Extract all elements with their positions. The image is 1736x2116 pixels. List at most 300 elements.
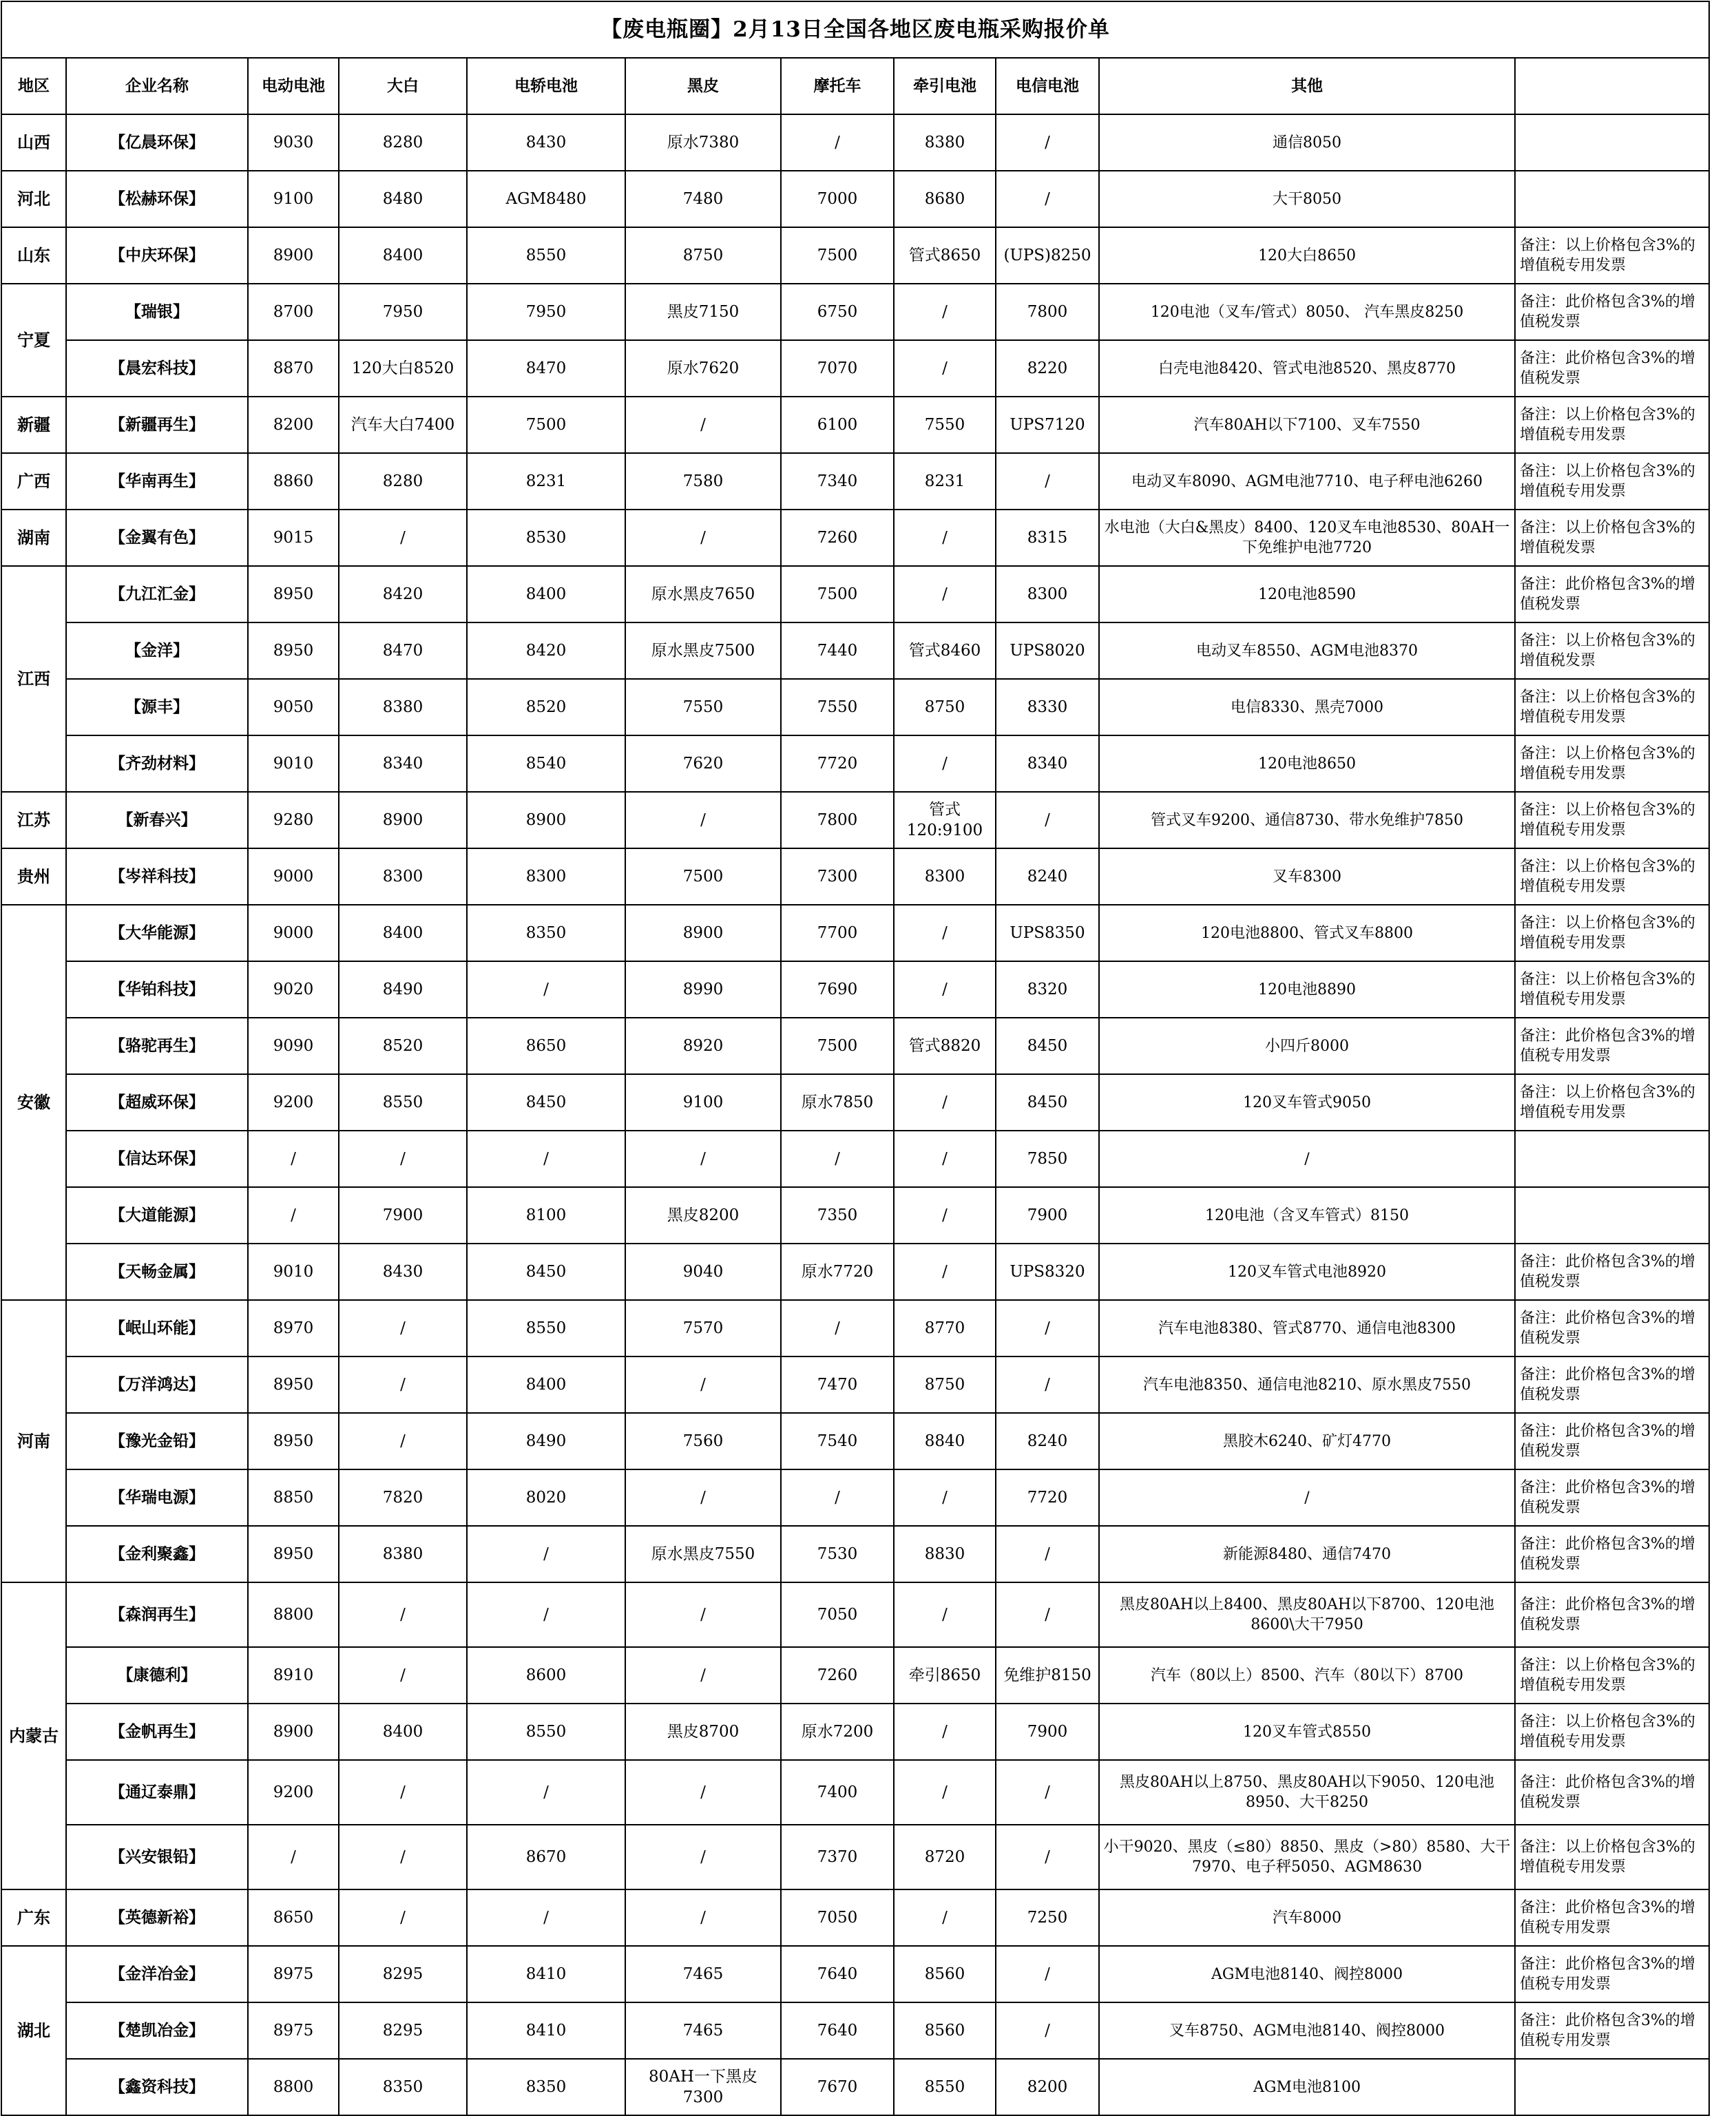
dabai-price-cell: 7820 xyxy=(339,1469,467,1526)
region-cell: 河北 xyxy=(1,171,66,227)
ecar-price-cell: 8900 xyxy=(467,792,625,848)
company-name-cell: 【瑞银】 xyxy=(66,284,248,340)
note-cell: 备注：以上价格包含3%的增值税专用发票 xyxy=(1515,792,1709,848)
dabai-price-cell: 8550 xyxy=(339,1074,467,1131)
moto-price-cell: / xyxy=(781,1131,894,1187)
telecom-price-cell: / xyxy=(996,792,1099,848)
telecom-price-cell: 8220 xyxy=(996,340,1099,397)
dabai-price-cell: 8280 xyxy=(339,114,467,171)
other-cell: 通信8050 xyxy=(1099,114,1515,171)
ev-price-cell: 9000 xyxy=(248,905,339,961)
column-header: 电轿电池 xyxy=(467,58,625,114)
ecar-price-cell: 7950 xyxy=(467,284,625,340)
moto-price-cell: 7260 xyxy=(781,1647,894,1704)
ecar-price-cell: / xyxy=(467,1760,625,1825)
moto-price-cell: 7050 xyxy=(781,1582,894,1647)
ecar-price-cell: 7500 xyxy=(467,397,625,453)
moto-price-cell: 7640 xyxy=(781,2002,894,2059)
traction-price-cell: / xyxy=(894,1131,996,1187)
note-cell: 备注：以上价格包含3%的增值税专用发票 xyxy=(1515,1074,1709,1131)
traction-price-cell: / xyxy=(894,1469,996,1526)
note-cell: 备注：以上价格包含3%的增值税专用发票 xyxy=(1515,397,1709,453)
moto-price-cell: 7640 xyxy=(781,1946,894,2002)
table-row xyxy=(1,1946,1709,2002)
note-cell: 备注：此价格包含3%的增值税发票 xyxy=(1515,1300,1709,1356)
company-name-cell: 【齐劲材料】 xyxy=(66,735,248,792)
other-cell: 汽车（80以上）8500、汽车（80以下）8700 xyxy=(1099,1647,1515,1704)
heipi-price-cell: 80AH一下黑皮7300 xyxy=(625,2059,781,2115)
traction-price-cell: / xyxy=(894,340,996,397)
traction-price-cell: 8770 xyxy=(894,1300,996,1356)
heipi-price-cell: / xyxy=(625,1131,781,1187)
other-cell: 电信8330、黑壳7000 xyxy=(1099,679,1515,735)
other-cell: / xyxy=(1099,1131,1515,1187)
traction-price-cell: 8720 xyxy=(894,1825,996,1889)
dabai-price-cell: 汽车大白7400 xyxy=(339,397,467,453)
company-name-cell: 【岑祥科技】 xyxy=(66,848,248,905)
table-row xyxy=(1,1526,1709,1582)
note-cell: 备注：此价格包含3%的增值税发票 xyxy=(1515,340,1709,397)
table-row xyxy=(1,735,1709,792)
company-name-cell: 【森润再生】 xyxy=(66,1582,248,1647)
heipi-price-cell: 原水黑皮7500 xyxy=(625,622,781,679)
telecom-price-cell: 8450 xyxy=(996,1074,1099,1131)
note-cell: 备注：以上价格包含3%的增值税专用发票 xyxy=(1515,848,1709,905)
telecom-price-cell: 7850 xyxy=(996,1131,1099,1187)
telecom-price-cell: 8320 xyxy=(996,961,1099,1018)
telecom-price-cell: (UPS)8250 xyxy=(996,227,1099,284)
heipi-price-cell: / xyxy=(625,1356,781,1413)
dabai-price-cell: 8300 xyxy=(339,848,467,905)
moto-price-cell: 7690 xyxy=(781,961,894,1018)
heipi-price-cell: / xyxy=(625,792,781,848)
traction-price-cell: / xyxy=(894,905,996,961)
ecar-price-cell: 8540 xyxy=(467,735,625,792)
ev-price-cell: 8950 xyxy=(248,566,339,622)
table-row xyxy=(1,1244,1709,1300)
ecar-price-cell: / xyxy=(467,961,625,1018)
column-header: 地区 xyxy=(1,58,66,114)
other-cell: 120叉车管式电池8920 xyxy=(1099,1244,1515,1300)
telecom-price-cell: 7250 xyxy=(996,1889,1099,1946)
note-cell: 备注：此价格包含3%的增值税发票 xyxy=(1515,566,1709,622)
column-header: 摩托车 xyxy=(781,58,894,114)
ecar-price-cell: 8231 xyxy=(467,453,625,510)
note-cell: 备注：以上价格包含3%的增值税专用发票 xyxy=(1515,679,1709,735)
table-row xyxy=(1,171,1709,227)
company-name-cell: 【大道能源】 xyxy=(66,1187,248,1244)
ecar-price-cell: 8520 xyxy=(467,679,625,735)
ev-price-cell: 9200 xyxy=(248,1074,339,1131)
note-cell: 备注：以上价格包含3%的增值税发票 xyxy=(1515,622,1709,679)
company-name-cell: 【金翼有色】 xyxy=(66,510,248,566)
table-row xyxy=(1,1704,1709,1760)
column-header xyxy=(1515,58,1709,114)
company-name-cell: 【金利聚鑫】 xyxy=(66,1526,248,1582)
moto-price-cell: 7540 xyxy=(781,1413,894,1469)
other-cell: 120电池8890 xyxy=(1099,961,1515,1018)
dabai-price-cell: 8430 xyxy=(339,1244,467,1300)
telecom-price-cell: 8240 xyxy=(996,848,1099,905)
dabai-price-cell: / xyxy=(339,1760,467,1825)
traction-price-cell: / xyxy=(894,735,996,792)
moto-price-cell: 7470 xyxy=(781,1356,894,1413)
region-cell: 安徽 xyxy=(1,905,66,1300)
ev-price-cell: / xyxy=(248,1825,339,1889)
note-cell xyxy=(1515,2059,1709,2115)
other-cell: 黑皮80AH以上8750、黑皮80AH以下9050、120电池8950、大干8250 xyxy=(1099,1760,1515,1825)
traction-price-cell: 8550 xyxy=(894,2059,996,2115)
region-cell: 湖南 xyxy=(1,510,66,566)
traction-price-cell: 8750 xyxy=(894,679,996,735)
region-cell: 贵州 xyxy=(1,848,66,905)
heipi-price-cell: / xyxy=(625,1889,781,1946)
moto-price-cell: 6100 xyxy=(781,397,894,453)
traction-price-cell: / xyxy=(894,961,996,1018)
traction-price-cell: / xyxy=(894,1582,996,1647)
moto-price-cell: 7440 xyxy=(781,622,894,679)
telecom-price-cell: 8450 xyxy=(996,1018,1099,1074)
telecom-price-cell: 8340 xyxy=(996,735,1099,792)
telecom-price-cell: 8315 xyxy=(996,510,1099,566)
traction-price-cell: 8560 xyxy=(894,2002,996,2059)
company-name-cell: 【鑫资科技】 xyxy=(66,2059,248,2115)
region-cell: 广西 xyxy=(1,453,66,510)
moto-price-cell: 7260 xyxy=(781,510,894,566)
telecom-price-cell: 8240 xyxy=(996,1413,1099,1469)
ecar-price-cell: 8410 xyxy=(467,1946,625,2002)
company-name-cell: 【通辽泰鼎】 xyxy=(66,1760,248,1825)
table-row xyxy=(1,2059,1709,2115)
ev-price-cell: 9030 xyxy=(248,114,339,171)
company-name-cell: 【华瑞电源】 xyxy=(66,1469,248,1526)
ev-price-cell: 9010 xyxy=(248,735,339,792)
table-row xyxy=(1,1469,1709,1526)
note-cell: 备注：以上价格包含3%的增值税发票 xyxy=(1515,510,1709,566)
table-row xyxy=(1,2002,1709,2059)
company-name-cell: 【新春兴】 xyxy=(66,792,248,848)
telecom-price-cell: / xyxy=(996,1760,1099,1825)
traction-price-cell: 8750 xyxy=(894,1356,996,1413)
other-cell: 白壳电池8420、管式电池8520、黑皮8770 xyxy=(1099,340,1515,397)
dabai-price-cell: / xyxy=(339,1825,467,1889)
table-row xyxy=(1,510,1709,566)
ev-price-cell: 8900 xyxy=(248,227,339,284)
ecar-price-cell: 8550 xyxy=(467,1704,625,1760)
traction-price-cell: / xyxy=(894,1074,996,1131)
note-cell: 备注：此价格包含3%的增值税发票 xyxy=(1515,1760,1709,1825)
ev-price-cell: 9015 xyxy=(248,510,339,566)
dabai-price-cell: 8400 xyxy=(339,905,467,961)
ecar-price-cell: / xyxy=(467,1889,625,1946)
heipi-price-cell: 7560 xyxy=(625,1413,781,1469)
ecar-price-cell: 8350 xyxy=(467,905,625,961)
ev-price-cell: 9200 xyxy=(248,1760,339,1825)
traction-price-cell: / xyxy=(894,1760,996,1825)
company-name-cell: 【华南再生】 xyxy=(66,453,248,510)
traction-price-cell: 管式120:9100 xyxy=(894,792,996,848)
column-header: 企业名称 xyxy=(66,58,248,114)
other-cell: 小干9020、黑皮（≤80）8850、黑皮（>80）8580、大干7970、电子秤5050、AGM8630 xyxy=(1099,1825,1515,1889)
dabai-price-cell: / xyxy=(339,1582,467,1647)
ev-price-cell: 8860 xyxy=(248,453,339,510)
telecom-price-cell: 8300 xyxy=(996,566,1099,622)
ecar-price-cell: 8100 xyxy=(467,1187,625,1244)
moto-price-cell: 原水7850 xyxy=(781,1074,894,1131)
company-name-cell: 【金洋】 xyxy=(66,622,248,679)
other-cell: 管式叉车9200、通信8730、带水免维护7850 xyxy=(1099,792,1515,848)
telecom-price-cell: / xyxy=(996,453,1099,510)
column-header: 牵引电池 xyxy=(894,58,996,114)
region-cell: 宁夏 xyxy=(1,284,66,397)
ev-price-cell: 8975 xyxy=(248,1946,339,2002)
table-row xyxy=(1,1074,1709,1131)
region-cell: 湖北 xyxy=(1,1946,66,2115)
note-cell: 备注：此价格包含3%的增值税专用发票 xyxy=(1515,1946,1709,2002)
table-row xyxy=(1,1413,1709,1469)
heipi-price-cell: 7580 xyxy=(625,453,781,510)
other-cell: 汽车电池8350、通信电池8210、原水黑皮7550 xyxy=(1099,1356,1515,1413)
note-cell: 备注：此价格包含3%的增值税发票 xyxy=(1515,1244,1709,1300)
ecar-price-cell: 8300 xyxy=(467,848,625,905)
traction-price-cell: 8840 xyxy=(894,1413,996,1469)
table-row xyxy=(1,961,1709,1018)
company-name-cell: 【源丰】 xyxy=(66,679,248,735)
table-row xyxy=(1,1889,1709,1946)
traction-price-cell: 管式8650 xyxy=(894,227,996,284)
heipi-price-cell: 8920 xyxy=(625,1018,781,1074)
traction-price-cell: / xyxy=(894,510,996,566)
ev-price-cell: 8870 xyxy=(248,340,339,397)
telecom-price-cell: 7800 xyxy=(996,284,1099,340)
region-cell: 内蒙古 xyxy=(1,1582,66,1889)
dabai-price-cell: / xyxy=(339,1131,467,1187)
moto-price-cell: 7800 xyxy=(781,792,894,848)
heipi-price-cell: 黑皮8700 xyxy=(625,1704,781,1760)
company-name-cell: 【骆驼再生】 xyxy=(66,1018,248,1074)
ecar-price-cell: 8410 xyxy=(467,2002,625,2059)
dabai-price-cell: / xyxy=(339,1413,467,1469)
ev-price-cell: 8800 xyxy=(248,2059,339,2115)
other-cell: / xyxy=(1099,1469,1515,1526)
table-row xyxy=(1,1825,1709,1889)
heipi-price-cell: / xyxy=(625,510,781,566)
heipi-price-cell: 7570 xyxy=(625,1300,781,1356)
other-cell: 大干8050 xyxy=(1099,171,1515,227)
moto-price-cell: 7300 xyxy=(781,848,894,905)
table-row xyxy=(1,453,1709,510)
traction-price-cell: 管式8820 xyxy=(894,1018,996,1074)
moto-price-cell: 7720 xyxy=(781,735,894,792)
other-cell: 叉车8300 xyxy=(1099,848,1515,905)
company-name-cell: 【信达环保】 xyxy=(66,1131,248,1187)
note-cell: 备注：以上价格包含3%的增值税专用发票 xyxy=(1515,1647,1709,1704)
moto-price-cell: 7500 xyxy=(781,227,894,284)
moto-price-cell: 7000 xyxy=(781,171,894,227)
table-row xyxy=(1,679,1709,735)
heipi-price-cell: 7465 xyxy=(625,1946,781,2002)
note-cell xyxy=(1515,1187,1709,1244)
moto-price-cell: 7070 xyxy=(781,340,894,397)
telecom-price-cell: / xyxy=(996,1946,1099,2002)
moto-price-cell: 7370 xyxy=(781,1825,894,1889)
column-header: 电动电池 xyxy=(248,58,339,114)
other-cell: 120电池（含叉车管式）8150 xyxy=(1099,1187,1515,1244)
other-cell: 汽车8000 xyxy=(1099,1889,1515,1946)
column-header: 黑皮 xyxy=(625,58,781,114)
telecom-price-cell: 7900 xyxy=(996,1704,1099,1760)
telecom-price-cell: UPS7120 xyxy=(996,397,1099,453)
telecom-price-cell: / xyxy=(996,1825,1099,1889)
company-name-cell: 【豫光金铅】 xyxy=(66,1413,248,1469)
heipi-price-cell: / xyxy=(625,1760,781,1825)
telecom-price-cell: UPS8020 xyxy=(996,622,1099,679)
ev-price-cell: / xyxy=(248,1187,339,1244)
heipi-price-cell: 7620 xyxy=(625,735,781,792)
company-name-cell: 【新疆再生】 xyxy=(66,397,248,453)
dabai-price-cell: 8400 xyxy=(339,1704,467,1760)
dabai-price-cell: / xyxy=(339,1647,467,1704)
note-cell: 备注：此价格包含3%的增值税专用发票 xyxy=(1515,2002,1709,2059)
other-cell: 120大白8650 xyxy=(1099,227,1515,284)
dabai-price-cell: 8350 xyxy=(339,2059,467,2115)
heipi-price-cell: 黑皮7150 xyxy=(625,284,781,340)
other-cell: 120叉车管式9050 xyxy=(1099,1074,1515,1131)
heipi-price-cell: 7550 xyxy=(625,679,781,735)
ev-price-cell: 8970 xyxy=(248,1300,339,1356)
ev-price-cell: 8850 xyxy=(248,1469,339,1526)
heipi-price-cell: 9040 xyxy=(625,1244,781,1300)
table-body xyxy=(1,114,1709,2115)
company-name-cell: 【亿晨环保】 xyxy=(66,114,248,171)
region-cell: 广东 xyxy=(1,1889,66,1946)
telecom-price-cell: / xyxy=(996,1356,1099,1413)
company-name-cell: 【金帆再生】 xyxy=(66,1704,248,1760)
heipi-price-cell: 黑皮8200 xyxy=(625,1187,781,1244)
company-name-cell: 【松赫环保】 xyxy=(66,171,248,227)
dabai-price-cell: 7900 xyxy=(339,1187,467,1244)
traction-price-cell: / xyxy=(894,284,996,340)
traction-price-cell: 7550 xyxy=(894,397,996,453)
other-cell: 汽车电池8380、管式8770、通信电池8300 xyxy=(1099,1300,1515,1356)
table-row xyxy=(1,1187,1709,1244)
heipi-price-cell: 7500 xyxy=(625,848,781,905)
moto-price-cell: 7340 xyxy=(781,453,894,510)
region-cell: 新疆 xyxy=(1,397,66,453)
ecar-price-cell: 8550 xyxy=(467,227,625,284)
heipi-price-cell: 8990 xyxy=(625,961,781,1018)
table-row xyxy=(1,227,1709,284)
telecom-price-cell: UPS8320 xyxy=(996,1244,1099,1300)
company-name-cell: 【金洋冶金】 xyxy=(66,1946,248,2002)
heipi-price-cell: 7465 xyxy=(625,2002,781,2059)
telecom-price-cell: UPS8350 xyxy=(996,905,1099,961)
ecar-price-cell: 8430 xyxy=(467,114,625,171)
dabai-price-cell: 8400 xyxy=(339,227,467,284)
company-name-cell: 【华铂科技】 xyxy=(66,961,248,1018)
table-row xyxy=(1,1131,1709,1187)
traction-price-cell: 8560 xyxy=(894,1946,996,2002)
traction-price-cell: 牵引8650 xyxy=(894,1647,996,1704)
column-header: 大白 xyxy=(339,58,467,114)
ev-price-cell: 8950 xyxy=(248,622,339,679)
traction-price-cell: / xyxy=(894,566,996,622)
table-row xyxy=(1,622,1709,679)
telecom-price-cell: / xyxy=(996,2002,1099,2059)
telecom-price-cell: 7900 xyxy=(996,1187,1099,1244)
traction-price-cell: 8300 xyxy=(894,848,996,905)
ev-price-cell: 9090 xyxy=(248,1018,339,1074)
other-cell: 黑胶木6240、矿灯4770 xyxy=(1099,1413,1515,1469)
moto-price-cell: 7500 xyxy=(781,566,894,622)
moto-price-cell: 7350 xyxy=(781,1187,894,1244)
region-cell: 河南 xyxy=(1,1300,66,1582)
other-cell: 汽车80AH以下7100、叉车7550 xyxy=(1099,397,1515,453)
telecom-price-cell: / xyxy=(996,1582,1099,1647)
heipi-price-cell: 8750 xyxy=(625,227,781,284)
ecar-price-cell: 8550 xyxy=(467,1300,625,1356)
dabai-price-cell: 8380 xyxy=(339,679,467,735)
other-cell: 叉车8750、AGM电池8140、阀控8000 xyxy=(1099,2002,1515,2059)
ev-price-cell: 8950 xyxy=(248,1356,339,1413)
other-cell: 120电池8800、管式叉车8800 xyxy=(1099,905,1515,961)
other-cell: 120电池8590 xyxy=(1099,566,1515,622)
ecar-price-cell: 8020 xyxy=(467,1469,625,1526)
traction-price-cell: 管式8460 xyxy=(894,622,996,679)
other-cell: 电动叉车8090、AGM电池7710、电子秤电池6260 xyxy=(1099,453,1515,510)
heipi-price-cell: / xyxy=(625,1469,781,1526)
ecar-price-cell: / xyxy=(467,1526,625,1582)
ev-price-cell: 8910 xyxy=(248,1647,339,1704)
other-cell: 120叉车管式8550 xyxy=(1099,1704,1515,1760)
note-cell: 备注：此价格包含3%的增值税发票 xyxy=(1515,1413,1709,1469)
table-row xyxy=(1,1647,1709,1704)
traction-price-cell: 8830 xyxy=(894,1526,996,1582)
company-name-cell: 【英德新裕】 xyxy=(66,1889,248,1946)
price-table xyxy=(1,1,1710,2116)
table-row xyxy=(1,284,1709,340)
note-cell xyxy=(1515,114,1709,171)
note-cell: 备注：此价格包含3%的增值税发票 xyxy=(1515,1356,1709,1413)
table-row xyxy=(1,566,1709,622)
moto-price-cell: / xyxy=(781,1300,894,1356)
note-cell: 备注：以上价格包含3%的增值税专用发票 xyxy=(1515,453,1709,510)
dabai-price-cell: 8490 xyxy=(339,961,467,1018)
table-row xyxy=(1,397,1709,453)
moto-price-cell: 7530 xyxy=(781,1526,894,1582)
ecar-price-cell: 8400 xyxy=(467,1356,625,1413)
ecar-price-cell: 8530 xyxy=(467,510,625,566)
other-cell: 小四斤8000 xyxy=(1099,1018,1515,1074)
moto-price-cell: 7050 xyxy=(781,1889,894,1946)
ev-price-cell: 8700 xyxy=(248,284,339,340)
ecar-price-cell: 8450 xyxy=(467,1244,625,1300)
heipi-price-cell: 原水黑皮7550 xyxy=(625,1526,781,1582)
ev-price-cell: 9020 xyxy=(248,961,339,1018)
dabai-price-cell: 8480 xyxy=(339,171,467,227)
dabai-price-cell: 8295 xyxy=(339,2002,467,2059)
company-name-cell: 【晨宏科技】 xyxy=(66,340,248,397)
ev-price-cell: 8950 xyxy=(248,1526,339,1582)
dabai-price-cell: 8380 xyxy=(339,1526,467,1582)
note-cell: 备注：以上价格包含3%的增值税专用发票 xyxy=(1515,1825,1709,1889)
telecom-price-cell: 8330 xyxy=(996,679,1099,735)
dabai-price-cell: 8340 xyxy=(339,735,467,792)
ecar-price-cell: 8600 xyxy=(467,1647,625,1704)
company-name-cell: 【大华能源】 xyxy=(66,905,248,961)
moto-price-cell: 7700 xyxy=(781,905,894,961)
traction-price-cell: / xyxy=(894,1704,996,1760)
